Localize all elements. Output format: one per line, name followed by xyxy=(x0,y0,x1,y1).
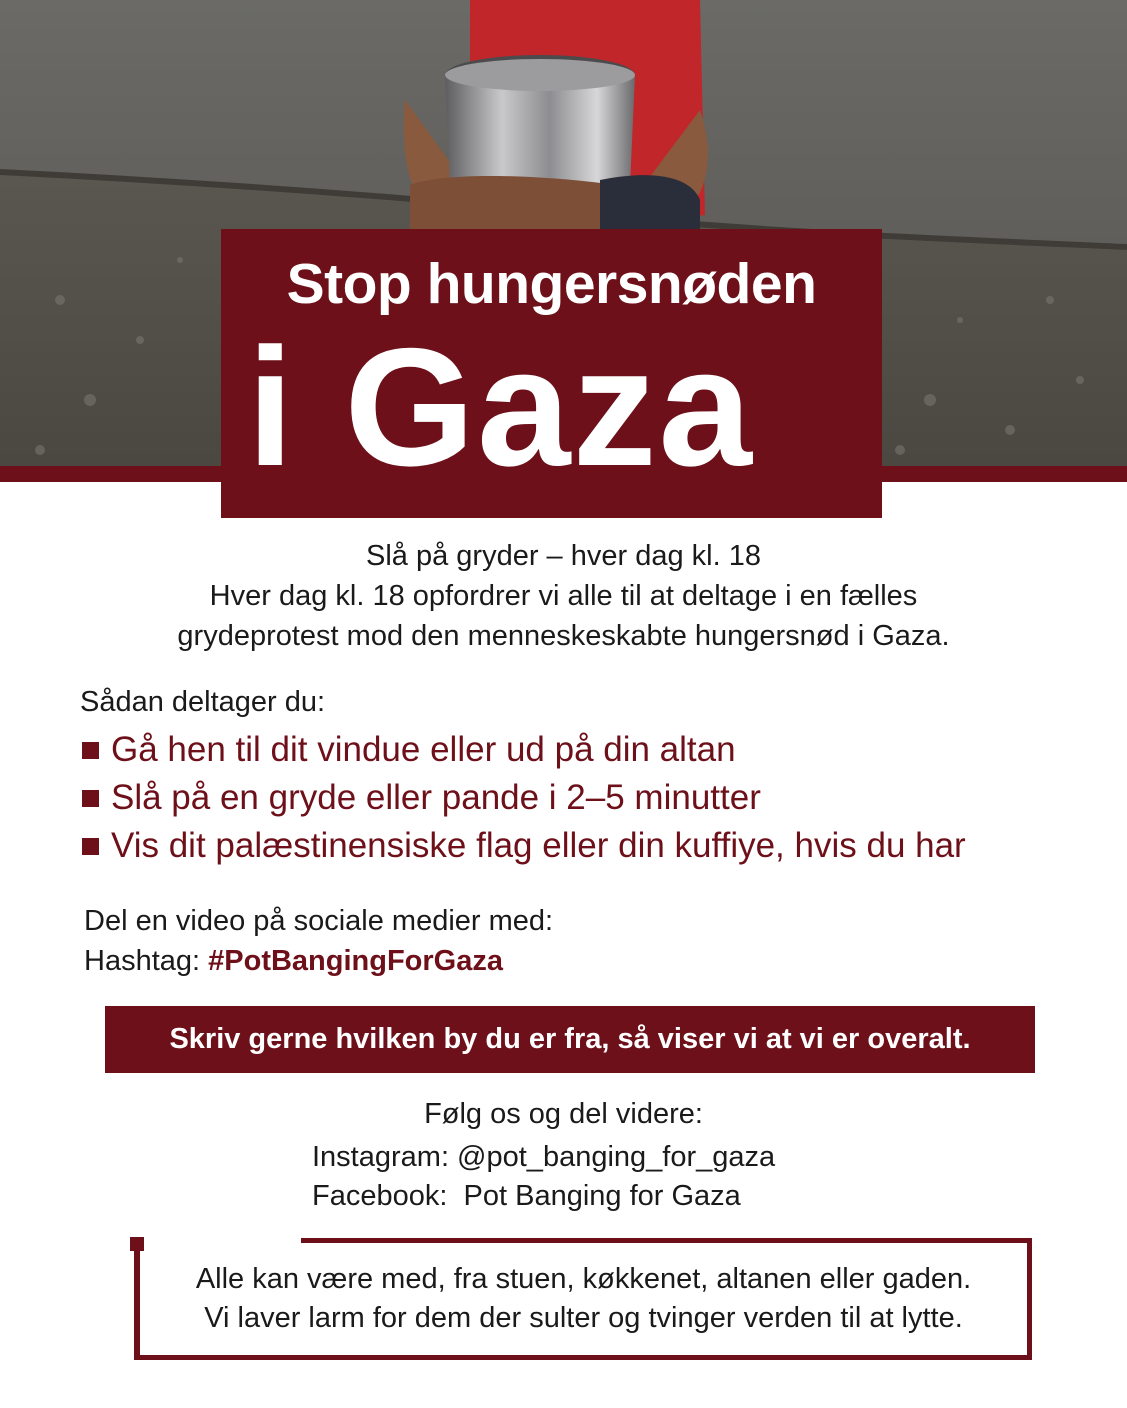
square-bullet-icon xyxy=(82,838,99,855)
step-text: Slå på en gryde eller pande i 2–5 minutter xyxy=(111,778,761,817)
intro-text xyxy=(0,536,1127,656)
step-text: Vis dit palæstinensiske flag eller din kuffiye, hvis du har xyxy=(111,826,966,865)
hashtag-line xyxy=(84,941,553,981)
frame-bottom xyxy=(134,1355,1032,1360)
hashtag-label: Hashtag: xyxy=(84,945,209,977)
frame-top xyxy=(301,1238,1032,1243)
instagram-link[interactable]: Instagram: @pot_banging_for_gaza xyxy=(312,1141,776,1173)
step-text: Gå hen til dit vindue eller ud på din altan xyxy=(111,730,736,769)
closing-line-2: Vi laver larm for dem der sulter og tvinger verden til at lytte. xyxy=(204,1302,963,1334)
intro-line-1: Slå på gryder – hver dag kl. 18 xyxy=(366,540,761,572)
closing-text xyxy=(140,1260,1027,1338)
title-line-1: Stop hungersnøden xyxy=(286,252,817,316)
list-item xyxy=(82,822,966,870)
list-item xyxy=(82,774,966,822)
hashtag-link[interactable]: #PotBangingForGaza xyxy=(208,945,503,977)
intro-line-2: Hver dag kl. 18 opfordrer vi alle til at deltage i en fælles xyxy=(209,580,918,612)
steps-list xyxy=(82,726,966,870)
social-links xyxy=(312,1138,775,1216)
share-section xyxy=(84,901,553,981)
list-item xyxy=(82,726,966,774)
follow-heading: Følg os og del videre: xyxy=(424,1098,703,1130)
share-line: Del en video på sociale medier med: xyxy=(84,905,554,937)
frame-right xyxy=(1027,1238,1032,1360)
city-banner: Skriv gerne hvilken by du er fra, så viser vi at vi er overalt. xyxy=(105,1006,1035,1073)
title-line-2: i Gaza xyxy=(247,313,754,501)
square-bullet-icon xyxy=(82,742,99,759)
intro-line-3: grydeprotest mod den menneskeskabte hungersnød i Gaza. xyxy=(177,620,950,652)
square-bullet-icon xyxy=(82,790,99,807)
howto-heading: Sådan deltager du: xyxy=(80,686,326,718)
closing-line-1: Alle kan være med, fra stuen, køkkenet, altanen eller gaden. xyxy=(195,1263,972,1295)
facebook-link[interactable]: Facebook: Pot Banging for Gaza xyxy=(312,1180,741,1212)
title-box xyxy=(221,229,882,518)
